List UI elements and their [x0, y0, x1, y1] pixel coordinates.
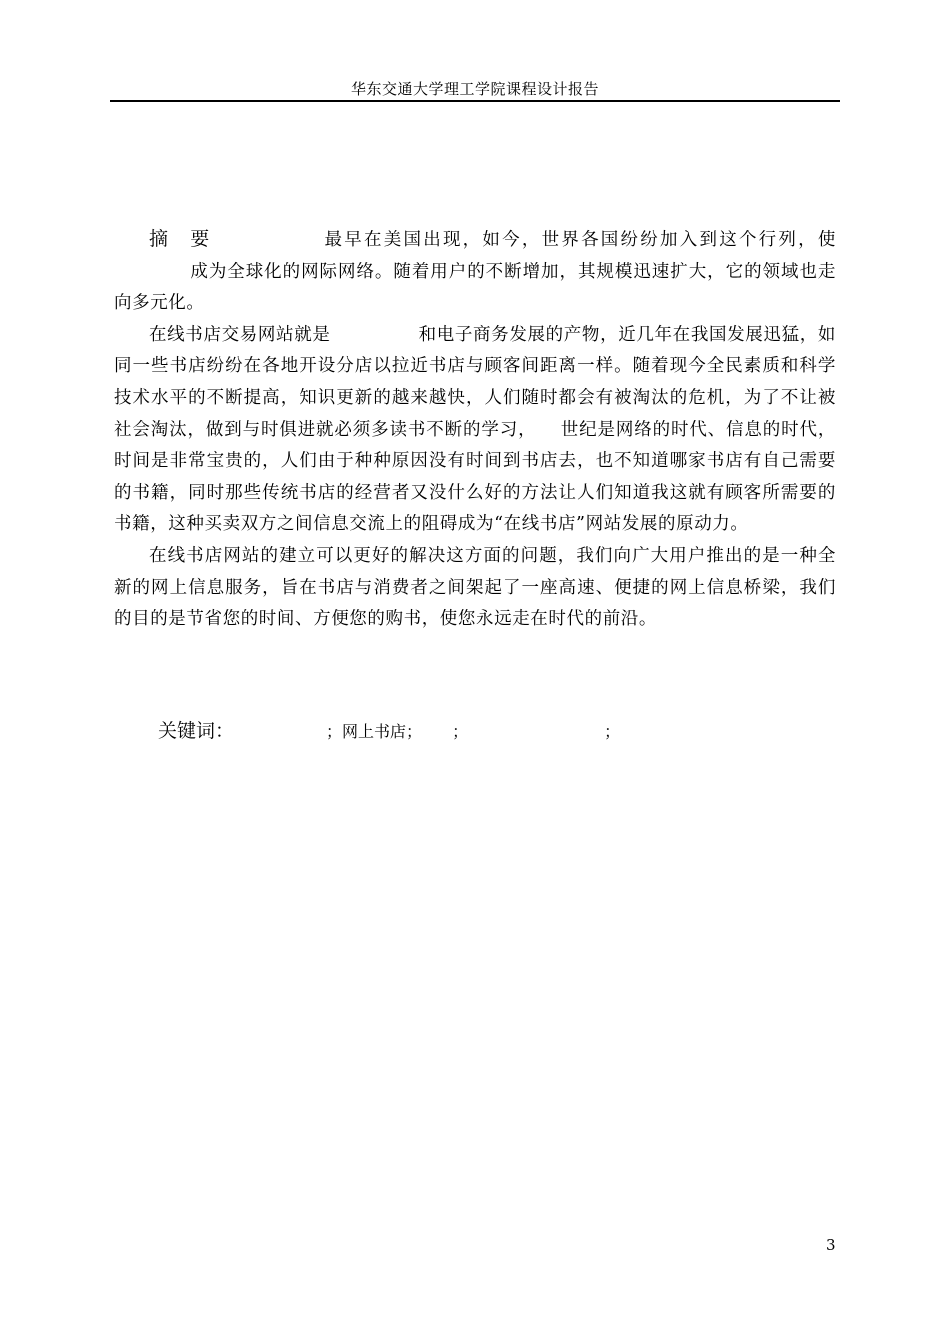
abstract-p1-text-b: 成为全球化的网际网络。随着用户的不断增加，其规模迅速扩大，它的领域也走向多元化。 — [114, 261, 836, 314]
abstract-p2-text-b: 和电子商务发展的产物，近几年在我国发展迅猛，如同一些书店纷纷在各地开设分店以拉近书店与顾客间距离一样。随着现今全民素质和科学技术水平的不断提高，知识更新的越来越快，人们随时都会有被淘汰的危机，为了不让被社会淘汰，做到与时俱进就必须多读书不断的学习， — [114, 324, 836, 440]
abstract-paragraph-3: 在线书店网站的建立可以更好的解决这方面的问题，我们向广大用户推出的是一种全新的网上信息服务，旨在书店与消费者之间架起了一座高速、便捷的网上信息桥梁，我们的目的是节省您的时间、方便您的购书，使您永远走在时代的前沿。 — [114, 545, 836, 630]
abstract-section — [114, 224, 836, 636]
abstract-paragraph-1 — [114, 224, 836, 320]
keyword-separator: ； — [406, 722, 423, 741]
abstract-p2-text-c: 世纪是网络的时代、信息的时代，时间是非常宝贵的，人们由于种种原因没有时间到书店去，也不知道哪家书店有自己需要的书籍，同时那些传统书店的经营者又没什么好的方法让人们知道我这就有顾客所需要的书籍，这种买卖双方之间信息交流上的阻碍成为“在线书店”网站发展的原动力。 — [114, 419, 836, 535]
abstract-p2-text-a: 在线书店交易网站就是 — [149, 324, 331, 345]
keywords-line — [158, 716, 620, 743]
keyword-online-bookstore: 网上书店 — [342, 722, 407, 741]
abstract-p1-text-a: 最早在美国出现，如今，世界各国纷纷加入到这个行列，使 — [322, 230, 836, 250]
keyword-separator: ； — [452, 722, 469, 741]
keywords-label: 关键词： — [158, 720, 235, 742]
keyword-separator: ； — [604, 722, 621, 741]
keyword-separator: ； — [326, 722, 343, 741]
page-number: 3 — [826, 1236, 836, 1254]
abstract-label: 摘 要 — [149, 228, 211, 250]
abstract-paragraph-2 — [114, 320, 836, 541]
header-divider — [110, 100, 840, 102]
page-header-title: 华东交通大学理工学院课程设计报告 — [350, 80, 599, 98]
